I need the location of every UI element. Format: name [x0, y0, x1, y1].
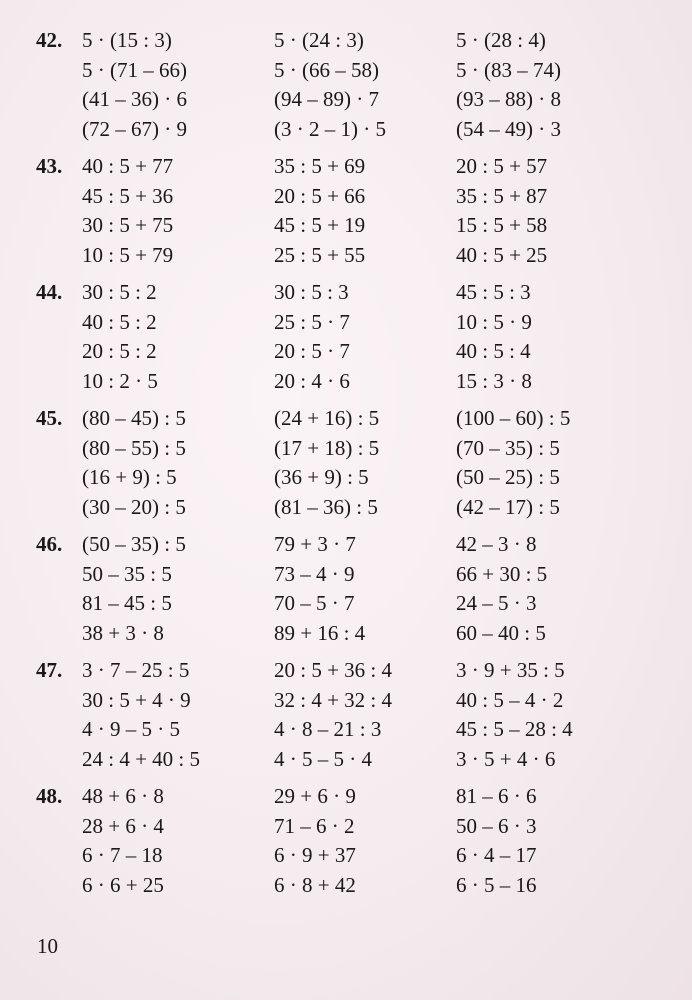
- expression: 10 : 5 + 79: [82, 242, 174, 267]
- problem-block: [36, 530, 656, 656]
- expression: 20 : 4 · 6: [274, 368, 350, 393]
- expression: 3 · 9 + 35 : 5: [456, 658, 565, 682]
- problem-block: [36, 278, 656, 404]
- expression: 20 : 5 · 7: [274, 339, 350, 363]
- expression: (70 – 35) : 5: [456, 435, 560, 460]
- expression: (42 – 17) : 5: [456, 494, 560, 519]
- expression: 60 – 40 : 5: [456, 620, 546, 645]
- expression-column: [82, 782, 164, 900]
- expression: 5 · (28 : 4): [456, 28, 546, 52]
- expression: (3 · 2 – 1) · 5: [274, 116, 386, 141]
- expression: 50 – 6 · 3: [456, 813, 537, 838]
- expression: 4 · 8 – 21 : 3: [274, 717, 382, 741]
- expression: 70 – 5 · 7: [274, 591, 355, 615]
- page-number: 10: [37, 934, 58, 958]
- expression: 71 – 6 · 2: [274, 813, 355, 838]
- problem-block: [36, 26, 656, 152]
- expression-column: [456, 26, 561, 144]
- expression: 29 + 6 · 9: [274, 784, 356, 808]
- expression: 5 · (15 : 3): [82, 28, 172, 52]
- expression: 6 · 5 – 16: [456, 872, 537, 897]
- problem-number: 48.: [36, 784, 63, 808]
- expression-column: [456, 278, 532, 396]
- expression-column: [456, 152, 547, 270]
- expression: (50 – 25) : 5: [456, 465, 560, 489]
- expression: 20 : 5 : 2: [82, 339, 157, 363]
- problem-block: [36, 152, 656, 278]
- expression: 5 · (66 – 58): [274, 57, 379, 82]
- expression: 25 : 5 · 7: [274, 309, 350, 334]
- expression: 45 : 5 – 28 : 4: [456, 717, 573, 741]
- expression: 10 : 2 · 5: [82, 368, 158, 393]
- expression: 40 : 5 : 4: [456, 339, 531, 363]
- expression: 45 : 5 + 19: [274, 213, 366, 237]
- expression: 35 : 5 + 69: [274, 154, 366, 178]
- expression: 24 – 5 · 3: [456, 591, 537, 615]
- expression: 42 – 3 · 8: [456, 532, 537, 556]
- expression: 30 : 5 : 3: [274, 280, 349, 304]
- expression: 15 : 5 + 58: [456, 213, 548, 237]
- expression: 24 : 4 + 40 : 5: [82, 746, 201, 771]
- expression: 40 : 5 : 2: [82, 309, 157, 334]
- problem-number: 47.: [36, 658, 63, 682]
- expression: 32 : 4 + 32 : 4: [274, 687, 393, 712]
- expression: 6 · 7 – 18: [82, 843, 163, 867]
- expression: 3 · 5 + 4 · 6: [456, 746, 556, 771]
- problem-block: [36, 656, 656, 782]
- problem-block: [36, 404, 656, 530]
- expression: 48 + 6 · 8: [82, 784, 164, 808]
- expression: (41 – 36) · 6: [82, 87, 187, 111]
- expression: 40 : 5 + 25: [456, 242, 548, 267]
- expression: 81 – 6 · 6: [456, 784, 537, 808]
- expression-column: [274, 530, 365, 648]
- expression: (72 – 67) · 9: [82, 116, 187, 141]
- expression: 79 + 3 · 7: [274, 532, 356, 556]
- expression: 20 : 5 + 36 : 4: [274, 658, 393, 682]
- expression: 15 : 3 · 8: [456, 368, 532, 393]
- problem-list: [36, 26, 656, 908]
- expression: 28 + 6 · 4: [82, 813, 164, 838]
- expression: 38 + 3 · 8: [82, 620, 164, 645]
- expression: 6 · 6 + 25: [82, 872, 164, 897]
- expression-column: [274, 152, 365, 270]
- expression: (54 – 49) · 3: [456, 116, 561, 141]
- problem-number: 42.: [36, 28, 63, 52]
- expression: 4 · 9 – 5 · 5: [82, 717, 180, 741]
- problem-number: 43.: [36, 154, 63, 178]
- expression-column: [274, 26, 386, 144]
- expression: 5 · (83 – 74): [456, 57, 561, 82]
- expression-column: [82, 404, 186, 522]
- expression-column: [274, 782, 356, 900]
- expression: 5 · (24 : 3): [274, 28, 364, 52]
- expression: 5 · (71 – 66): [82, 57, 187, 82]
- expression: 73 – 4 · 9: [274, 561, 355, 586]
- expression: 25 : 5 + 55: [274, 242, 366, 267]
- expression: (50 – 35) : 5: [82, 532, 186, 556]
- expression: (81 – 36) : 5: [274, 494, 378, 519]
- expression: 10 : 5 · 9: [456, 309, 532, 334]
- expression-column: [274, 656, 392, 774]
- expression: 40 : 5 + 77: [82, 154, 174, 178]
- expression: (17 + 18) : 5: [274, 435, 380, 460]
- expression: 6 · 8 + 42: [274, 872, 356, 897]
- expression: 45 : 5 : 3: [456, 280, 531, 304]
- problem-number: 45.: [36, 406, 63, 430]
- expression: 4 · 5 – 5 · 4: [274, 746, 372, 771]
- problem-number: 46.: [36, 532, 63, 556]
- expression-column: [456, 530, 547, 648]
- expression: 81 – 45 : 5: [82, 591, 172, 615]
- problem-block: [36, 782, 656, 908]
- expression-column: [456, 656, 573, 774]
- expression: 40 : 5 – 4 · 2: [456, 687, 564, 712]
- expression: (80 – 45) : 5: [82, 406, 186, 430]
- expression: 66 + 30 : 5: [456, 561, 548, 586]
- expression: 30 : 5 : 2: [82, 280, 157, 304]
- expression-column: [456, 404, 570, 522]
- expression: (93 – 88) · 8: [456, 87, 561, 111]
- expression: (16 + 9) : 5: [82, 465, 177, 489]
- expression: 50 – 35 : 5: [82, 561, 172, 586]
- expression: (30 – 20) : 5: [82, 494, 186, 519]
- expression: (80 – 55) : 5: [82, 435, 186, 460]
- expression: 6 · 9 + 37: [274, 843, 356, 867]
- expression-column: [82, 278, 158, 396]
- expression: (94 – 89) · 7: [274, 87, 379, 111]
- expression: (100 – 60) : 5: [456, 406, 571, 430]
- expression-column: [274, 278, 350, 396]
- expression-column: [82, 656, 200, 774]
- expression-column: [82, 152, 173, 270]
- expression-column: [456, 782, 537, 900]
- expression: 89 + 16 : 4: [274, 620, 366, 645]
- expression: 45 : 5 + 36: [82, 183, 174, 208]
- expression: 30 : 5 + 75: [82, 213, 174, 237]
- expression: (36 + 9) : 5: [274, 465, 369, 489]
- expression: 20 : 5 + 57: [456, 154, 548, 178]
- expression-column: [82, 26, 187, 144]
- expression: 3 · 7 – 25 : 5: [82, 658, 190, 682]
- expression-column: [274, 404, 379, 522]
- expression: (24 + 16) : 5: [274, 406, 380, 430]
- expression: 30 : 5 + 4 · 9: [82, 687, 191, 712]
- expression-column: [82, 530, 186, 648]
- expression: 6 · 4 – 17: [456, 843, 537, 867]
- problem-number: 44.: [36, 280, 63, 304]
- expression: 20 : 5 + 66: [274, 183, 366, 208]
- expression: 35 : 5 + 87: [456, 183, 548, 208]
